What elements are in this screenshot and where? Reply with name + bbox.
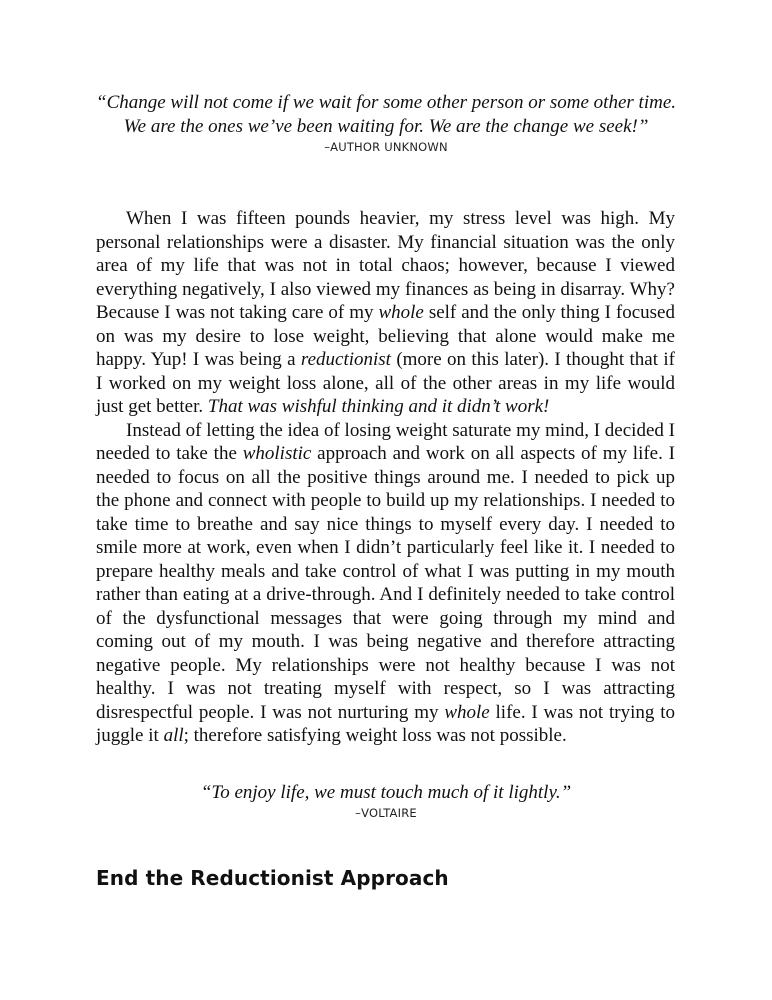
section-heading: End the Reductionist Approach [96,866,449,890]
paragraph-1 [96,207,675,419]
epigraph-quote [96,91,676,155]
paragraph-2 [96,419,675,748]
emphasis-text: wholistic [242,443,312,464]
body-text [96,207,675,748]
epigraph-quote-text: “Change will not come if we wait for some other person or some other time. We are the ones we’ve been waiting for. We are the change we seek!” [96,92,677,137]
emphasis-text: reductionist [300,349,391,370]
emphasis-text: all [163,725,184,746]
paragraph-text-run: ; therefore satisfying weight loss was not possible. [183,725,567,746]
emphasis-text: That was wishful thinking and it didn’t work! [207,396,550,417]
paragraph-text-run: (more on this later). I thought that if I worked on my weight loss alone, all of the other areas in my life would just get better. [96,349,675,417]
paragraph-text-run: approach and work on all aspects of my life. I needed to focus on all the positive things around me. I needed to pick up the phone and connect with people to build up my relationships. I needed to take time to breathe and say nice things to myself every day. I needed to smile more at work, even when I didn’t particularly feel like it. I needed to prepare healthy meals and take control of what I was putting in my mouth rather than eating at a drive-through. And I definitely needed to take control of the dysfunctional messages that were going through my mind and coming out of my mouth. I was being negative and therefore attracting negative people. My relationships were not healthy because I was not healthy. I was not treating myself with respect, so I was attracting disrespectful people. I was not nurturing my [96,443,676,723]
emphasis-text: whole [444,701,490,723]
closing-quote-text: “To enjoy life, we must touch much of it lightly.” [200,782,572,803]
paragraph-text-run: life. I was not trying to juggle it [96,701,675,746]
epigraph-attribution: –AUTHOR UNKNOWN [324,140,448,154]
paragraph-text-run: When I was fifteen pounds heavier, my stress level was high. My personal relationships were a disaster. My financial situation was the only area of my life that was not in total chaos; however, because I viewed everything negatively, I also viewed my finances as being in disarray. Why? Because I was not taking care of my [96,208,675,323]
paragraph-text-run: Instead of letting the idea of losing weight saturate my mind, I decided I needed to take the [96,419,675,464]
emphasis-text: whole [378,302,424,323]
paragraph-text-run: self and the only thing I focused on was my desire to lose weight, believing that alone would make me happy. Yup! I was being a [96,302,675,370]
closing-quote [96,781,676,821]
closing-quote-attribution: –VOLTAIRE [355,806,417,820]
